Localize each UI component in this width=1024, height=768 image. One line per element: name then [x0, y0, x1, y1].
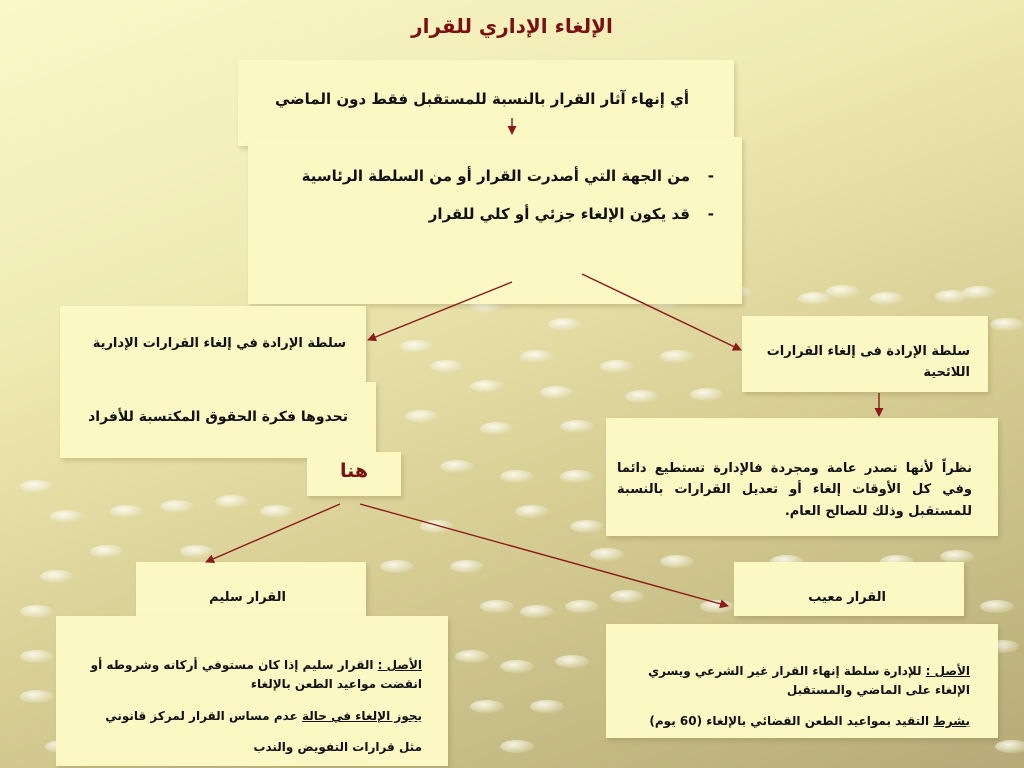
sound-exception — [105, 709, 422, 723]
sound-principle — [67, 656, 422, 693]
defective-condition — [649, 714, 970, 728]
sound-exception-text: عدم مساس القرار لمركز قانوني — [105, 709, 298, 723]
points-box — [248, 137, 742, 304]
regulatory-heading: سلطة الإرادة فى إلغاء القرارات اللائحية — [766, 344, 970, 380]
point-item: - قد يكون الإلغاء جزئي أو كلي للقرار — [302, 205, 728, 223]
sound-decision-details-box — [56, 616, 448, 766]
defective-principle — [615, 662, 970, 700]
defective-principle-text: للإدارة سلطة إنهاء القرار غير الشرعي ويسري الإلغاء على الماضي والمستقبل — [648, 664, 970, 698]
defective-principle-label: الأصل : — [925, 664, 970, 678]
defective-decision-box — [734, 562, 964, 616]
acquired-rights-box — [60, 382, 376, 458]
sound-principle-text: القرار سليم إذا كان مستوفي أركانه وشروطه أو انقضت مواعيد الطعن بالإلغاء — [90, 658, 422, 691]
individual-decisions-box — [60, 306, 366, 384]
regulatory-explanation-text: نظراً لأنها تصدر عامة ومجردة فالإدارة تستطيع دائما وفي كل الأوقات إلغاء أو تعديل القرارات بالنسبة للمستقبل وذلك للصالح العام. — [617, 461, 972, 519]
sound-exception-label: يجوز الإلغاء في حالة — [301, 709, 422, 723]
defective-condition-text: التقيد بمواعيد الطعن القضائي بالإلغاء (60 يوم) — [649, 714, 930, 728]
regulatory-explanation-box — [606, 418, 998, 536]
sound-example: مثل قرارات التفويض والندب — [253, 740, 422, 754]
slide-title: الإلغاء الإداري للقرار — [411, 14, 613, 38]
here-box — [307, 452, 401, 496]
regulatory-decisions-box — [742, 316, 988, 392]
definition-text: أي إنهاء آثار القرار بالنسبة للمستقبل فقط دون الماضي — [274, 90, 689, 108]
individual-heading: سلطة الإرادة في إلغاء القرارات الإدارية — [92, 336, 346, 351]
acquired-rights-text: تحدوها فكرة الحقوق المكتسبة للأفراد — [88, 409, 348, 425]
point-item: - من الجهة التي أصدرت القرار أو من السلطة الرئاسية — [302, 167, 728, 185]
sound-decision-heading: القرار سليم — [209, 590, 286, 605]
defective-decision-heading: القرار معيب — [808, 590, 886, 605]
definition-box — [238, 60, 734, 146]
sound-decision-box — [136, 562, 366, 616]
defective-condition-label: بشرط — [933, 714, 970, 728]
here-text: هنا — [339, 460, 369, 482]
sound-principle-label: الأصل : — [377, 658, 422, 672]
defective-decision-details-box — [606, 624, 998, 738]
